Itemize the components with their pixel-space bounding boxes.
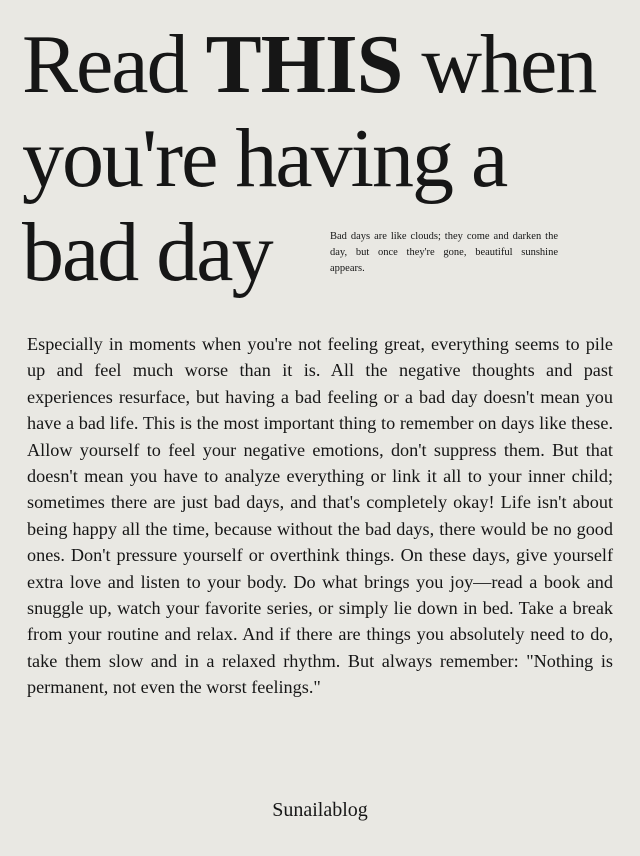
title-line-3: bad day xyxy=(22,206,272,299)
title-line-1-suffix: when xyxy=(402,18,596,111)
body-paragraph: Especially in moments when you're not feeling great, everything seems to pile up and feel much worse than it is. All the negative thoughts and past experiences resurface, but having a bad feeling or a bad day doesn't mean you have a bad life. This is the most important thing to remember on days like these. Allow yourself to feel your negative emotions, don't suppress them. But that doesn't mean you have to analyze everything or link it all to your inner child; sometimes there are just bad days, and that's completely okay! Life isn't about being happy all the time, because without the bad days, there would be no good ones. Don't pressure yourself or overthink things. On these days, give yourself extra love and listen to your body. Do what brings you joy—read a book and snuggle up, watch your favorite series, or simply lie down in bed. Take a break from your routine and relax. And if there are things you absolutely need to do, take them slow and in a relaxed rhythm. But always remember: "Nothing is permanent, not even the worst feelings." xyxy=(27,334,613,698)
title-emphasis: THIS xyxy=(205,18,403,111)
title-line-1 xyxy=(22,18,632,112)
author-signature: Sunailablog xyxy=(272,799,368,821)
subtitle-quote: Bad days are like clouds; they come and darken the day, but once they're gone, beautiful sunshine appears. xyxy=(330,231,558,274)
title-line-2: you're having a xyxy=(22,112,507,205)
title-line-1-prefix: Read xyxy=(22,18,206,111)
